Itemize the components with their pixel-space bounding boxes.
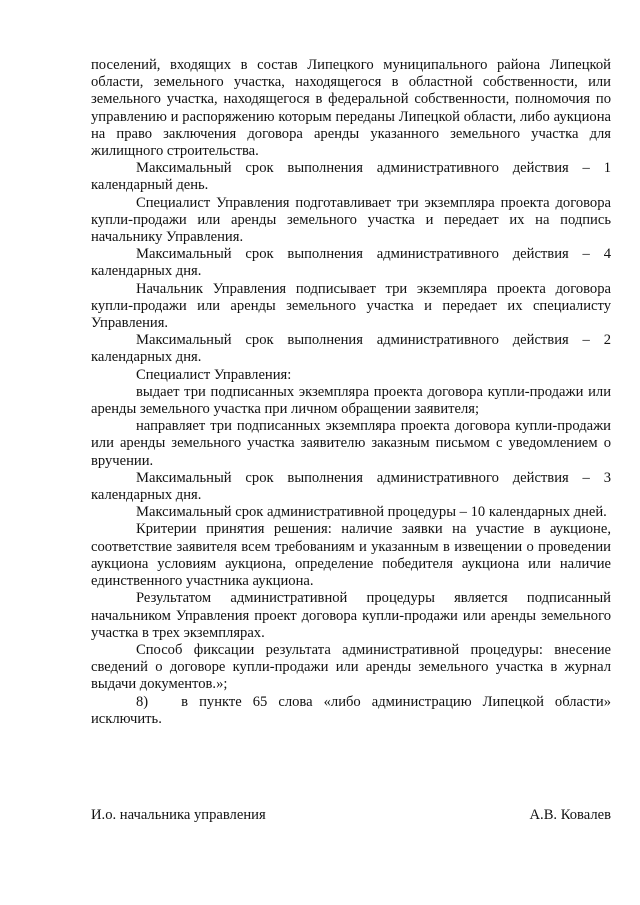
paragraph-sends-copies: направляет три подписанных экземпляра проекта договора купли-продажи или аренды земельного участка заявителю заказным письмом с уведомлением о вручении.	[91, 418, 611, 469]
signatory-position: И.о. начальника управления	[91, 807, 266, 823]
paragraph-deadline-2: Максимальный срок выполнения административного действия – 4 календарных дня.	[91, 246, 611, 280]
paragraph-deadline-3: Максимальный срок выполнения административного действия – 2 календарных дня.	[91, 332, 611, 366]
paragraph-specialist-heading: Специалист Управления:	[136, 366, 292, 383]
paragraph-item-8: 8) в пункте 65 слова «либо администрацию Липецкой области» исключить.	[91, 693, 611, 727]
paragraph-decision-criteria: Критерии принятия решения: наличие заявки на участие в аукционе, соответствие заявителя всем требованиям и указанным в извещении о проведении аукциона условиям аукциона, определение победителя аукциона или наличие единственного участника аукциона.	[91, 521, 611, 590]
paragraph-procedure-result: Результатом административной процедуры является подписанный начальником Управления проект договора купли-продажи или аренды земельного участка в трех экземплярах.	[91, 590, 611, 641]
paragraph-issues-copies: выдает три подписанных экземпляра проекта договора купли-продажи или аренды земельного участка при личном обращении заявителя;	[91, 383, 611, 418]
paragraph-procedure-deadline: Максимальный срок административной процедуры – 10 календарных дней.	[136, 504, 607, 521]
document-body	[91, 57, 611, 728]
paragraph-head-signs: Начальник Управления подписывает три экземпляра проекта договора купли-продажи или аренды земельного участка и передает их специалисту Управления.	[91, 280, 611, 332]
signature-block	[91, 807, 611, 824]
paragraph-result-recording: Способ фиксации результата административной процедуры: внесение сведений о договоре купли-продажи или аренды земельного участка в журнал выдачи документов.»;	[91, 641, 611, 693]
paragraph-deadline-4: Максимальный срок выполнения административного действия – 3 календарных дня.	[91, 469, 611, 504]
paragraph-deadline-1: Максимальный срок выполнения административного действия – 1 календарный день.	[91, 160, 611, 194]
signatory-name: А.В. Ковалев	[529, 807, 611, 823]
paragraph-specialist-prepares: Специалист Управления подготавливает три экземпляра проекта договора купли-продажи или аренды земельного участка и передает их на подпись начальнику Управления.	[91, 194, 611, 246]
paragraph-continuation: поселений, входящих в состав Липецкого муниципального района Липецкой области, земельного участка, находящегося в областной собственности, или земельного участка, находящегося в федеральной собственности, полномочия по управлению и распоряжению которым переданы Липецкой области, либо аукциона на право заключения договора аренды указанного земельного участка для жилищного строительства.	[91, 57, 611, 160]
